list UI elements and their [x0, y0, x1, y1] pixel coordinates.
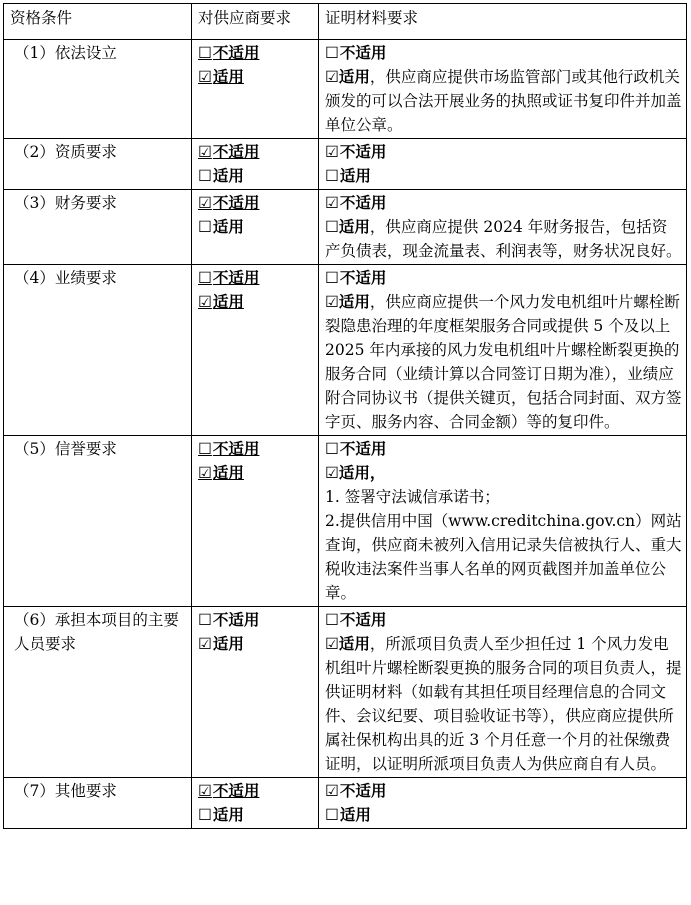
- supplier-applicable-option[interactable]: ☑适用: [198, 67, 244, 86]
- material-cell: [319, 265, 687, 436]
- unchecked-box-icon: ☐: [325, 167, 339, 185]
- material-not-applicable-option[interactable]: ☐不适用: [325, 268, 387, 287]
- unchecked-box-icon: ☐: [198, 611, 212, 629]
- list-item: 1. 签署守法诚信承诺书；: [325, 488, 500, 506]
- unchecked-box-icon: ☐: [198, 269, 212, 287]
- unchecked-box-icon: ☐: [325, 806, 339, 824]
- unchecked-box-icon: ☐: [198, 44, 212, 62]
- table-row: [4, 436, 687, 607]
- checked-box-icon: ☑: [198, 782, 212, 800]
- material-applicable-option[interactable]: ☑适用: [325, 463, 370, 482]
- condition-cell: （6）承担本项目的主要人员要求: [4, 607, 192, 778]
- supplier-applicable-option[interactable]: ☐适用: [198, 217, 244, 236]
- condition-cell: （4）业绩要求: [4, 265, 192, 436]
- unchecked-box-icon: ☐: [325, 269, 339, 287]
- unchecked-box-icon: ☐: [198, 218, 212, 236]
- material-not-applicable-option[interactable]: ☑不适用: [325, 193, 387, 212]
- material-not-applicable-option[interactable]: ☑不适用: [325, 142, 387, 161]
- supplier-options: [192, 265, 319, 436]
- supplier-not-applicable-option[interactable]: ☐不适用: [198, 43, 260, 62]
- material-description: ，供应商应提供 2024 年财务报告，包括资产负债表，现金流量表、利润表等，财务状况良好。: [325, 218, 682, 260]
- checked-box-icon: ☑: [325, 194, 339, 212]
- unchecked-box-icon: ☐: [198, 806, 212, 824]
- qualification-table: [3, 3, 687, 829]
- material-description: ，供应商应提供一个风力发电机组叶片螺栓断裂隐患治理的年度框架服务合同或提供 5 个及以上 2025 年内承接的风力发电机组叶片螺栓断裂更换的服务合同（业绩计算以合同签订日期为准），业绩应附合同协议书（提供关键页，包括合同封面、双方签字页、服务内容、合同金额）等的复印件。: [325, 293, 682, 431]
- checked-box-icon: ☑: [198, 68, 212, 86]
- supplier-applicable-option[interactable]: ☑适用: [198, 292, 244, 311]
- supplier-options: [192, 778, 319, 829]
- material-not-applicable-option[interactable]: ☐不适用: [325, 610, 387, 629]
- material-cell: [319, 190, 687, 265]
- material-description: ，: [369, 463, 386, 482]
- checked-box-icon: ☑: [325, 68, 339, 86]
- checked-box-icon: ☑: [198, 194, 212, 212]
- condition-cell: （5）信誉要求: [4, 436, 192, 607]
- checked-box-icon: ☑: [325, 464, 339, 482]
- supplier-options: [192, 190, 319, 265]
- supplier-not-applicable-option[interactable]: ☑不适用: [198, 781, 260, 800]
- table-row: [4, 190, 687, 265]
- supplier-applicable-option[interactable]: ☐适用: [198, 166, 244, 185]
- supplier-not-applicable-option[interactable]: ☐不适用: [198, 268, 260, 287]
- material-cell: [319, 778, 687, 829]
- unchecked-box-icon: ☐: [198, 167, 212, 185]
- material-cell: [319, 40, 687, 139]
- list-item: 2.提供信用中国（www.creditchina.gov.cn）网站查询，供应商未被列入信用记录失信被执行人、重大税收违法案件当事人名单的网页截图并加盖单位公章。: [325, 512, 682, 602]
- material-applicable-option[interactable]: ☐适用: [325, 217, 370, 236]
- material-not-applicable-option[interactable]: ☐不适用: [325, 439, 387, 458]
- condition-cell: （1）依法设立: [4, 40, 192, 139]
- checked-box-icon: ☑: [325, 635, 339, 653]
- header-supplier-requirement: 对供应商要求: [192, 4, 319, 40]
- table-row: [4, 778, 687, 829]
- table-row: [4, 40, 687, 139]
- unchecked-box-icon: ☐: [325, 218, 339, 236]
- supplier-not-applicable-option[interactable]: ☑不适用: [198, 193, 260, 212]
- material-applicable-option[interactable]: ☑适用: [325, 634, 370, 653]
- material-applicable-option[interactable]: ☐适用: [325, 166, 371, 185]
- supplier-applicable-option[interactable]: ☑适用: [198, 634, 244, 653]
- table-header-row: [4, 4, 687, 40]
- supplier-applicable-option[interactable]: ☑适用: [198, 463, 244, 482]
- supplier-options: [192, 40, 319, 139]
- unchecked-box-icon: ☐: [325, 440, 339, 458]
- unchecked-box-icon: ☐: [325, 611, 339, 629]
- material-applicable-option[interactable]: ☐适用: [325, 805, 371, 824]
- checked-box-icon: ☑: [198, 293, 212, 311]
- checked-box-icon: ☑: [198, 464, 212, 482]
- material-cell: [319, 139, 687, 190]
- header-material-requirement: 证明材料要求: [319, 4, 687, 40]
- table-row: [4, 607, 687, 778]
- condition-cell: （2）资质要求: [4, 139, 192, 190]
- checked-box-icon: ☑: [198, 143, 212, 161]
- supplier-applicable-option[interactable]: ☐适用: [198, 805, 244, 824]
- supplier-not-applicable-option[interactable]: ☐不适用: [198, 439, 260, 458]
- supplier-options: [192, 139, 319, 190]
- material-not-applicable-option[interactable]: ☑不适用: [325, 781, 387, 800]
- material-cell: [319, 607, 687, 778]
- material-description: ，供应商应提供市场监管部门或其他行政机关颁发的可以合法开展业务的执照或证书复印件并加盖单位公章。: [325, 68, 682, 134]
- header-condition: 资格条件: [4, 4, 192, 40]
- condition-cell: （3）财务要求: [4, 190, 192, 265]
- checked-box-icon: ☑: [325, 782, 339, 800]
- checked-box-icon: ☑: [198, 635, 212, 653]
- supplier-options: [192, 436, 319, 607]
- material-cell: [319, 436, 687, 607]
- material-not-applicable-option[interactable]: ☐不适用: [325, 43, 387, 62]
- supplier-not-applicable-option[interactable]: ☐不适用: [198, 610, 260, 629]
- unchecked-box-icon: ☐: [325, 44, 339, 62]
- material-applicable-option[interactable]: ☑适用: [325, 67, 370, 86]
- checked-box-icon: ☑: [325, 293, 339, 311]
- material-description: ，所派项目负责人至少担任过 1 个风力发电机组叶片螺栓断裂更换的服务合同的项目负责人，提供证明材料（如载有其担任项目经理信息的合同文件、会议纪要、项目验收证书等），供应商应提供所属社保机构出具的近 3 个月任意一个月的社保缴费证明，以证明所派项目负责人为供应商自有人员。: [325, 635, 682, 773]
- supplier-options: [192, 607, 319, 778]
- condition-cell: （7）其他要求: [4, 778, 192, 829]
- checked-box-icon: ☑: [325, 143, 339, 161]
- unchecked-box-icon: ☐: [198, 440, 212, 458]
- supplier-not-applicable-option[interactable]: ☑不适用: [198, 142, 260, 161]
- table-row: [4, 139, 687, 190]
- material-applicable-option[interactable]: ☑适用: [325, 292, 370, 311]
- table-row: [4, 265, 687, 436]
